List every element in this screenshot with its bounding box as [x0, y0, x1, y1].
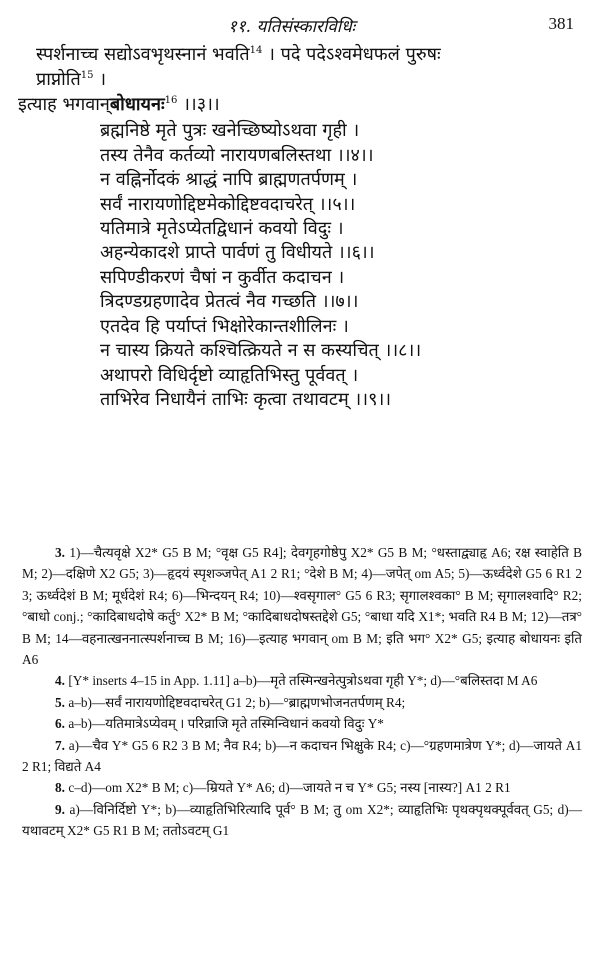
footnote-number: 8.	[55, 780, 65, 796]
prose-text: स्पर्शनाच्च सद्योऽवभृथस्नानं भवति	[36, 44, 250, 65]
footnote-number: 7.	[55, 737, 65, 753]
verse-line: सर्वं नारायणोद्दिष्टमेकोद्दिष्टवदाचरेत् ।।५।।	[100, 194, 356, 215]
verse-line: सपिण्डीकरणं चैषां न कुर्वीत कदाचन ।	[100, 267, 345, 288]
footnote-text: a)—विनिर्दिष्टो Y*; b)—व्याहृतिभिरित्यादि पूर्व° B M; तु om X2*; व्याहृतिभिः पृथक्पृथक्पूर्ववत् G5; d)—यथावटम् X2* G5 R1 B M; ततोऽवटम् G1	[22, 801, 583, 839]
prose-line	[36, 42, 441, 66]
footnote	[22, 670, 582, 691]
footnote	[22, 799, 582, 842]
footnote-number: 3.	[55, 545, 65, 560]
prose-text: इत्याह भगवान्	[18, 94, 110, 115]
footnote	[22, 735, 582, 778]
footnote-text: [Y* inserts 4–15 in App. 1.11] a–b)—मृते तस्मिन्खनेत्पुत्रोऽथवा गृही Y*; d)—°बलिस्तदा M A6	[68, 673, 538, 689]
footnote	[22, 777, 582, 798]
verse-line: न वह्निर्नोदकं श्राद्धं नापि ब्राह्मणतर्पणम् ।	[100, 169, 358, 190]
footnote	[22, 692, 582, 713]
prose-text: ।	[93, 69, 107, 90]
footnote-ref: 15	[80, 70, 94, 81]
footnote-text: a)—चैव Y* G5 6 R2 3 B M; नैव R4; b)—न कदाचन भिक्षुके R4; c)—°ग्रहणमात्रेण Y*; d)—जायते A1 2 R1; विद्यते A4	[22, 737, 582, 775]
footnote-number: 9.	[55, 801, 65, 817]
chapter-title: ११. यतिसंस्कारविधिः	[228, 17, 356, 37]
prose-text: । पदे पदेऽश्वमेधफलं पुरुषः	[262, 44, 441, 65]
footnote-number: 6.	[55, 716, 65, 732]
footnote-text: a–b)—सर्वं नारायणोद्दिष्टवदाचरेत् G1 2; b)—°ब्राह्मणभोजनतर्पणम् R4;	[68, 694, 406, 710]
verse-line: ताभिरेव निधायैनं ताभिः कृत्वा तथावटम् ।।९।।	[100, 389, 392, 410]
verse-line: तस्य तेनैव कर्तव्यो नारायणबलिस्तथा ।।४।।	[100, 145, 374, 166]
footnote-text: 1)—चैत्यवृक्षे X2* G5 B M; °वृक्ष G5 R4]; देवगृहगोष्ठेपु X2* G5 B M; °धस्ताद्व्याहृ A6; रक्ष स्वाहेति B M; 2)—दक्षिणे X2 G5; 3)—हृदयं स्पृशञ्जपेत् A1 2 R1; °देशे B M; 4)—जपेत् om A5; 5)—ऊर्ध्वदेशे G5 6 R1 2 3; ऊर्ध्वदेशं B M; मूर्धदेशं R4; 6)—भिन्दयन् R4; 10)—श्वसृगाल° G5 6 R3; सृगालश्वका° B M; सृगालश्वादि° R2; °बाधो conj.; °कादिबाधदोषे कर्तु° X2* B M; °कादिबाधदोषस्तद्देशे G5; °बाधा यदि X1*; भवति R4 B M; 12)—तत्र° B M; 14—वहनात्खननात्स्पर्शनाच्च B M; 16)—इत्याह भगवान् om B M; इति भग° X2* G5; इत्याह बोधायनः इति A6	[22, 545, 582, 668]
footnote	[22, 542, 582, 670]
footnote	[22, 713, 582, 734]
author-name: बोधायनः	[109, 94, 165, 115]
verse-line: अहन्येकादशे प्राप्ते पार्वणं तु विधीयते ।।६।।	[100, 242, 375, 263]
verse-number: ।।३।।	[177, 94, 220, 115]
verse-line: ब्रह्मनिष्ठे मृते पुत्रः खनेच्छिष्योऽथवा गृही ।	[100, 120, 360, 141]
verse-line: त्रिदण्डग्रहणादेव प्रेतत्वं नैव गच्छति ।।७।।	[100, 291, 359, 312]
footnote-text: a–b)—यतिमात्रेऽप्येवम् । परिव्राजि मृते तस्मिन्विधानं कवयो विदुः Y*	[68, 716, 384, 732]
verse-line: अथापरो विधिर्दृष्टो व्याहृतिभिस्तु पूर्ववत् ।	[100, 365, 359, 386]
prose-text: प्राप्नोति	[36, 69, 81, 90]
footnote-number: 4.	[55, 673, 65, 689]
running-header	[0, 14, 600, 42]
verse-line: एतदेव हि पर्याप्तं भिक्षोरेकान्तशीलिनः ।	[100, 316, 349, 337]
verse-line: यतिमात्रे मृतेऽप्येतद्विधानं कवयो विदुः ।	[100, 218, 344, 239]
critical-apparatus	[22, 542, 582, 842]
footnote-ref: 16	[164, 95, 178, 106]
page-number: 381	[548, 14, 574, 33]
footnote-text: c–d)—om X2* B M; c)—म्रियते Y* A6; d)—जायते न च Y* G5; नस्य [नास्य?] A1 2 R1	[68, 780, 511, 796]
verse-line: न चास्य क्रियते कश्चित्क्रियते न स कस्यचित् ।।८।।	[100, 340, 422, 361]
prose-line	[18, 92, 220, 116]
footnote-ref: 14	[249, 45, 263, 56]
prose-line	[36, 67, 106, 91]
footnote-number: 5.	[55, 694, 65, 710]
